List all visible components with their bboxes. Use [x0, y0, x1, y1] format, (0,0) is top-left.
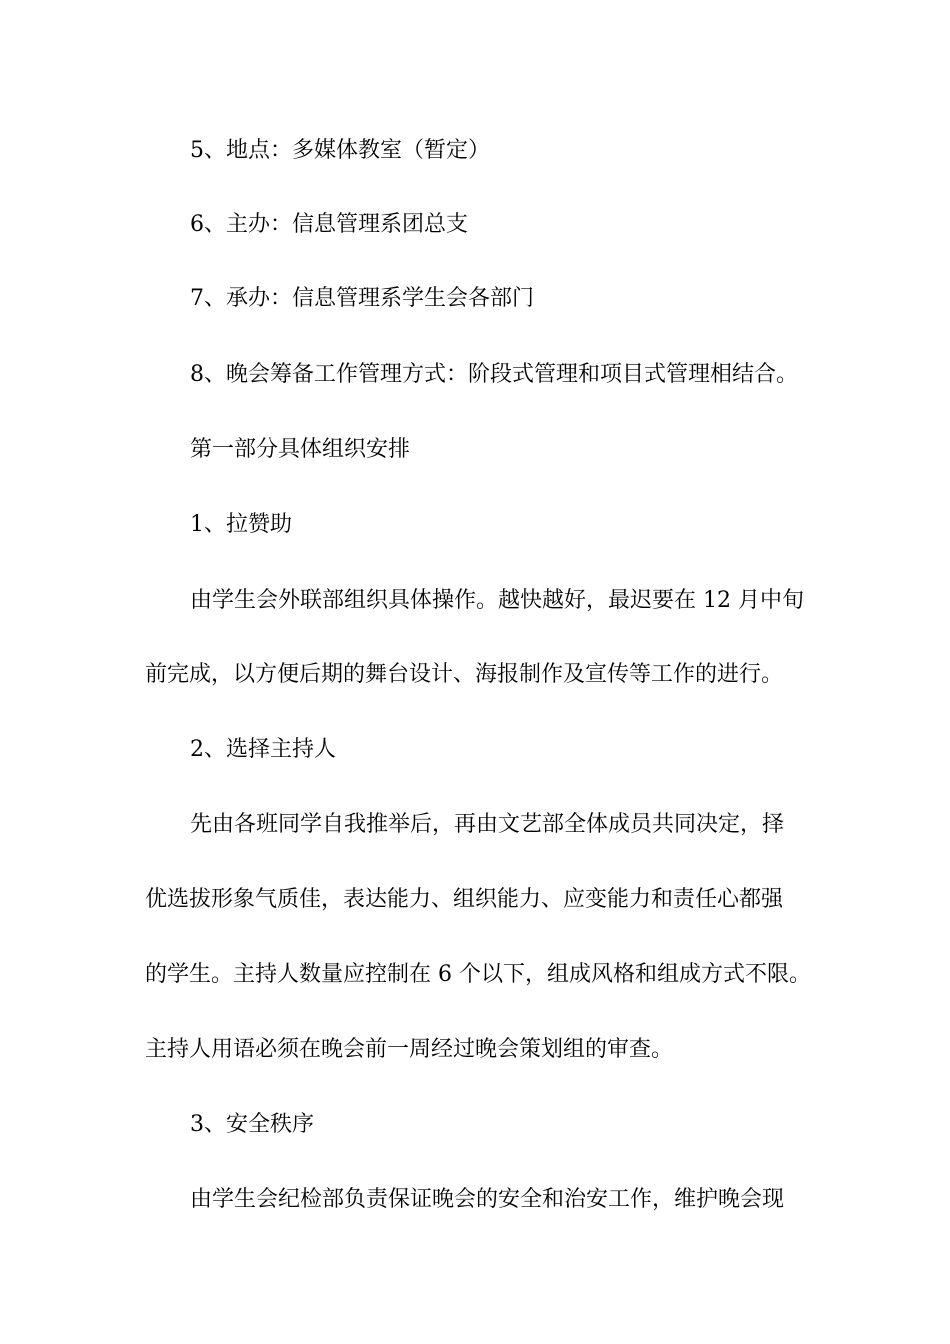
paragraph-sponsorship-line-2: 前完成，以方便后期的舞台设计、海报制作及宣传等工作的进行。: [145, 662, 784, 687]
item-5-venue: 5、地点：多媒体教室（暂定）: [190, 138, 490, 163]
subheading-safety: 3、安全秩序: [190, 1112, 314, 1137]
paragraph-safety-line-1: 由学生会纪检部负责保证晚会的安全和治安工作，维护晚会现: [190, 1187, 785, 1212]
paragraph-host-line-2: 优选拔形象气质佳，表达能力、组织能力、应变能力和责任心都强: [145, 887, 784, 912]
item-7-organizer: 7、承办：信息管理系学生会各部门: [190, 286, 534, 311]
subheading-sponsorship: 1、拉赞助: [190, 512, 292, 537]
paragraph-host-line-3: 的学生。主持人数量应控制在 6 个以下，组成风格和组成方式不限。: [145, 962, 811, 987]
paragraph-host-line-4: 主持人用语必须在晚会前一周经过晚会策划组的审查。: [145, 1037, 674, 1062]
section-heading: 第一部分具体组织安排: [190, 437, 411, 462]
subheading-host-selection: 2、选择主持人: [190, 737, 336, 762]
item-8-management: 8、晚会筹备工作管理方式：阶段式管理和项目式管理相结合。: [190, 362, 798, 387]
paragraph-host-line-1: 先由各班同学自我推举后，再由文艺部全体成员共同决定，择: [190, 812, 785, 837]
paragraph-sponsorship-line-1: 由学生会外联部组织具体操作。越快越好，最迟要在 12 月中旬: [190, 588, 804, 613]
item-6-host: 6、主办：信息管理系团总支: [190, 212, 468, 237]
